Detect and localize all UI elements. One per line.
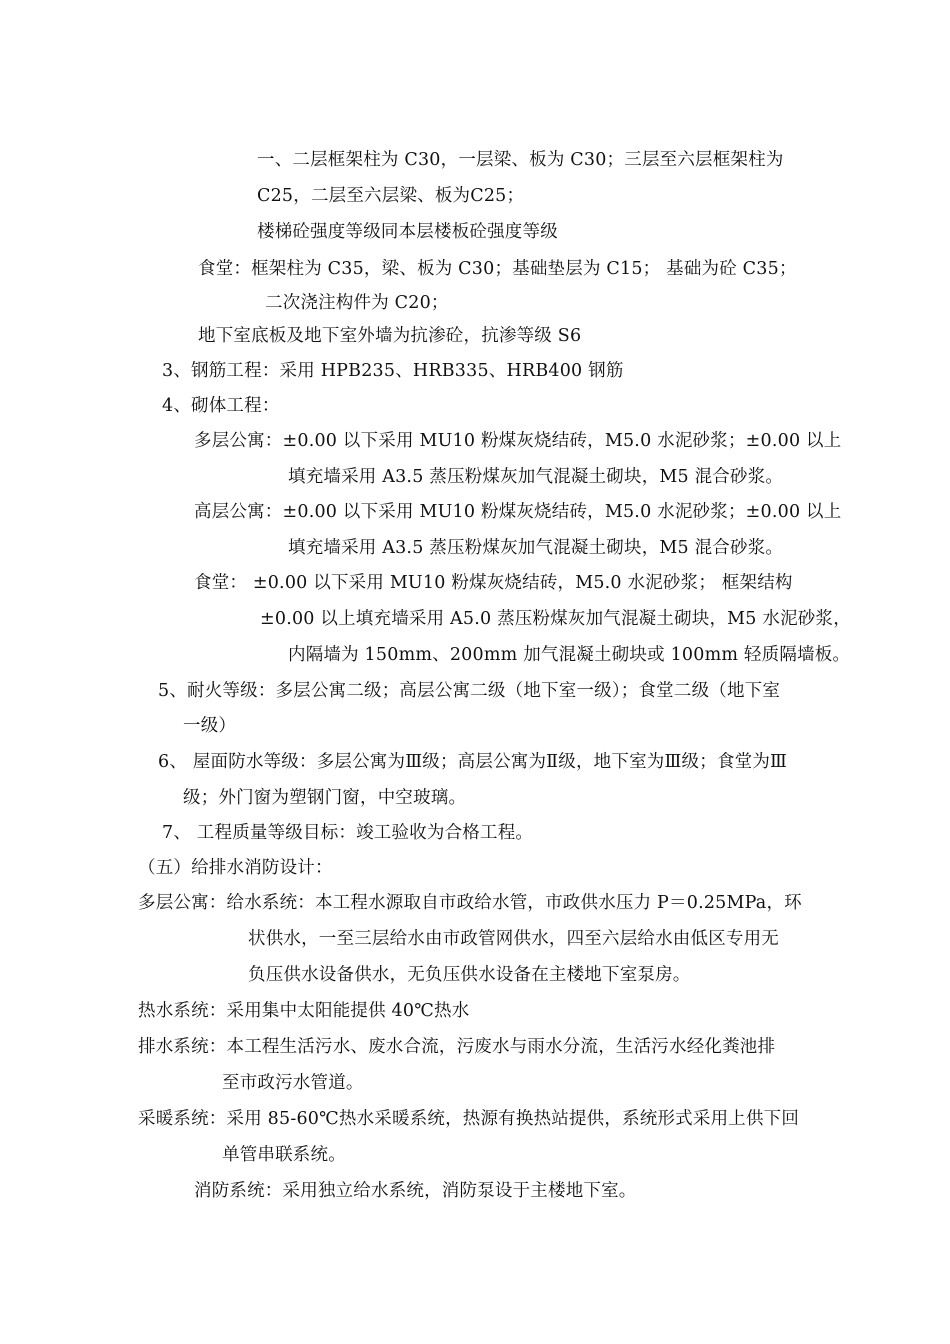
heating-line-2: 单管串联系统。 bbox=[222, 1145, 346, 1165]
masonry-multistory-line-2: 填充墙采用 A3.5 蒸压粉煤灰加气混凝土砌块，M5 混合砂浆。 bbox=[288, 467, 784, 487]
concrete-grade-line-2: C25，二层至六层梁、板为C25； bbox=[257, 186, 525, 206]
hot-water-line: 热水系统：采用集中太阳能提供 40℃热水 bbox=[138, 1001, 470, 1021]
water-supply-line-3: 负压供水设备供水，无负压供水设备在主楼地下室泵房。 bbox=[248, 965, 691, 985]
rebar-heading: 3、钢筋工程：采用 HPB235、HRB335、HRB400 钢筋 bbox=[162, 361, 624, 381]
fire-protection-line: 消防系统：采用独立给水系统，消防泵设于主楼地下室。 bbox=[194, 1181, 637, 1201]
water-supply-line-1: 多层公寓：给水系统：本工程水源取自市政给水管，市政供水压力 P＝0.25MPa，环 bbox=[138, 893, 802, 913]
roof-waterproof-line-2: 级；外门窗为塑钢门窗，中空玻璃。 bbox=[183, 788, 467, 808]
fire-rating-line-2: 一级） bbox=[183, 716, 237, 736]
secondary-pour-line: 二次浇注构件为 C20； bbox=[265, 293, 449, 313]
stair-concrete-line: 楼梯砼强度等级同本层楼板砼强度等级 bbox=[257, 222, 558, 242]
masonry-highrise-line-1: 高层公寓：±0.00 以下采用 MU10 粉煤灰烧结砖，M5.0 水泥砂浆；±0.00 以上 bbox=[194, 502, 842, 522]
basement-waterproof-line: 地下室底板及地下室外墙为抗渗砼，抗渗等级 S6 bbox=[198, 326, 582, 346]
masonry-canteen-line-1: 食堂： ±0.00 以下采用 MU10 粉煤灰烧结砖，M5.0 水泥砂浆； 框架结构 bbox=[194, 573, 793, 593]
fire-rating-line-1: 5、耐火等级：多层公寓二级；高层公寓二级（地下室一级）；食堂二级（地下室 bbox=[158, 681, 781, 701]
concrete-grade-line-1: 一、二层框架柱为 C30，一层梁、板为 C30；三层至六层框架柱为 bbox=[257, 150, 784, 170]
masonry-canteen-line-2: ±0.00 以上填充墙采用 A5.0 蒸压粉煤灰加气混凝土砌块，M5 水泥砂浆， bbox=[260, 609, 851, 629]
quality-target-line: 7、 工程质量等级目标：竣工验收为合格工程。 bbox=[162, 823, 534, 843]
water-supply-line-2: 状供水，一至三层给水由市政管网供水，四至六层给水由低区专用无 bbox=[248, 929, 779, 949]
section-5-heading: （五）给排水消防设计： bbox=[138, 858, 333, 878]
heating-line-1: 采暖系统：采用 85-60℃热水采暖系统，热源有换热站提供，系统形式采用上供下回 bbox=[138, 1109, 800, 1129]
masonry-multistory-line-1: 多层公寓：±0.00 以下采用 MU10 粉煤灰烧结砖，M5.0 水泥砂浆；±0.00 以上 bbox=[194, 431, 842, 451]
roof-waterproof-line-1: 6、 屋面防水等级：多层公寓为Ⅲ级；高层公寓为Ⅱ级，地下室为Ⅲ级；食堂为Ⅲ bbox=[158, 752, 788, 772]
masonry-heading: 4、砌体工程： bbox=[162, 396, 280, 416]
masonry-highrise-line-2: 填充墙采用 A3.5 蒸压粉煤灰加气混凝土砌块，M5 混合砂浆。 bbox=[288, 538, 784, 558]
masonry-canteen-line-3: 内隔墙为 150mm、200mm 加气混凝土砌块或 100mm 轻质隔墙板。 bbox=[288, 645, 851, 665]
drainage-line-2: 至市政污水管道。 bbox=[222, 1073, 364, 1093]
drainage-line-1: 排水系统：本工程生活污水、废水合流，污废水与雨水分流，生活污水经化粪池排 bbox=[138, 1037, 776, 1057]
canteen-concrete-line: 食堂：框架柱为 C35，梁、板为 C30；基础垫层为 C15； 基础为砼 C35； bbox=[198, 259, 797, 279]
